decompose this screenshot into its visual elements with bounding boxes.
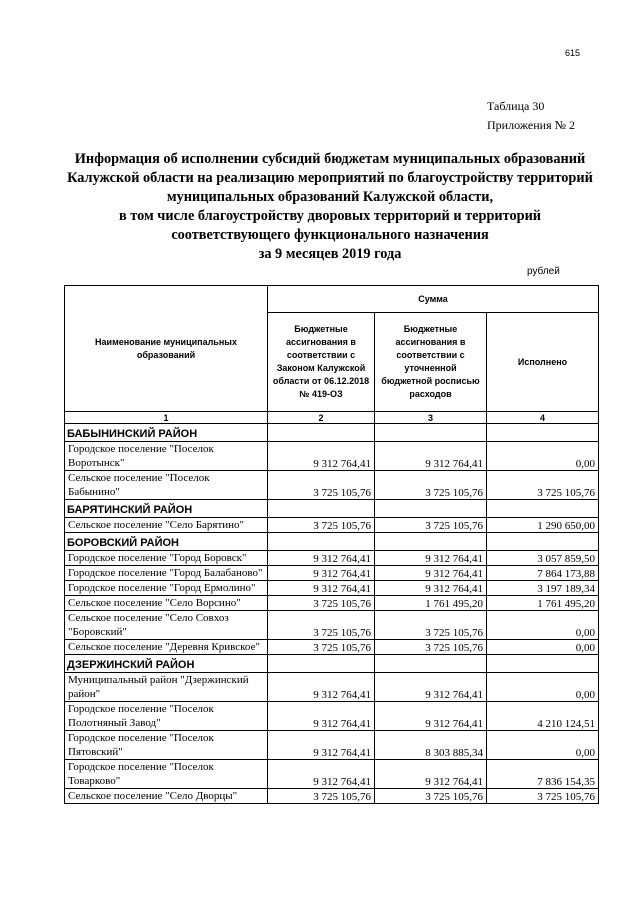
table-label	[487, 97, 575, 135]
subsidy-table	[64, 285, 599, 804]
law-allocation-cell: 9 312 764,41	[268, 566, 375, 581]
empty-cell	[375, 500, 487, 518]
executed-cell: 0,00	[487, 640, 599, 655]
document-title	[60, 150, 600, 264]
table-row	[65, 442, 599, 471]
revised-allocation-cell: 8 303 885,34	[375, 731, 487, 760]
executed-cell: 3 197 189,34	[487, 581, 599, 596]
table-body	[65, 424, 599, 804]
empty-cell	[375, 533, 487, 551]
revised-allocation-cell: 1 761 495,20	[375, 596, 487, 611]
unit-label: рублей	[527, 266, 560, 277]
executed-cell: 7 836 154,35	[487, 760, 599, 789]
title-line: соответствующего функционального назначения	[171, 227, 489, 243]
revised-allocation-cell: 9 312 764,41	[375, 551, 487, 566]
table-row	[65, 702, 599, 731]
executed-cell: 0,00	[487, 442, 599, 471]
header-col2: Бюджетные ассигнования в соответствии с Законом Калужской области от 06.12.2018 № 419-ОЗ	[268, 313, 375, 412]
executed-cell: 0,00	[487, 611, 599, 640]
empty-cell	[487, 500, 599, 518]
revised-allocation-cell: 3 725 105,76	[375, 471, 487, 500]
column-number: 2	[268, 412, 375, 424]
municipality-name: Городское поселение "Город Балабаново"	[65, 566, 268, 581]
municipality-name: Сельское поселение "Село Совхоз "Боровский"	[65, 611, 268, 640]
law-allocation-cell: 9 312 764,41	[268, 731, 375, 760]
law-allocation-cell: 9 312 764,41	[268, 702, 375, 731]
empty-cell	[375, 424, 487, 442]
municipality-name: Сельское поселение "Село Дворцы"	[65, 789, 268, 804]
municipality-name: Сельское поселение "Поселок Бабынино"	[65, 471, 268, 500]
table-row	[65, 581, 599, 596]
law-allocation-cell: 3 725 105,76	[268, 611, 375, 640]
executed-cell: 3 057 859,50	[487, 551, 599, 566]
table-label-line: Приложения № 2	[487, 118, 576, 132]
executed-cell: 1 290 650,00	[487, 518, 599, 533]
law-allocation-cell: 9 312 764,41	[268, 760, 375, 789]
table-row	[65, 471, 599, 500]
title-line: в том числе благоустройству дворовых территорий и территорий	[118, 208, 542, 224]
region-row	[65, 424, 599, 442]
law-allocation-cell: 9 312 764,41	[268, 442, 375, 471]
empty-cell	[268, 500, 375, 518]
municipality-name: Сельское поселение "Село Ворсино"	[65, 596, 268, 611]
revised-allocation-cell: 3 725 105,76	[375, 611, 487, 640]
municipality-name: Муниципальный район "Дзержинский район"	[65, 673, 268, 702]
header-name-column: Наименование муниципальных образований	[65, 286, 268, 412]
revised-allocation-cell: 9 312 764,41	[375, 702, 487, 731]
region-row	[65, 500, 599, 518]
law-allocation-cell: 3 725 105,76	[268, 596, 375, 611]
header-sum: Сумма	[268, 286, 599, 313]
empty-cell	[268, 424, 375, 442]
municipality-name: Городское поселение "Поселок Полотняный Завод"	[65, 702, 268, 731]
executed-cell: 4 210 124,51	[487, 702, 599, 731]
region-name: БАРЯТИНСКИЙ РАЙОН	[65, 500, 268, 518]
municipality-name: Сельское поселение "Село Барятино"	[65, 518, 268, 533]
municipality-name: Городское поселение "Поселок Воротынск"	[65, 442, 268, 471]
title-line: муниципальных образований Калужской области,	[166, 189, 494, 205]
municipality-name: Сельское поселение "Деревня Кривское"	[65, 640, 268, 655]
revised-allocation-cell: 9 312 764,41	[375, 581, 487, 596]
column-number: 4	[487, 412, 599, 424]
empty-cell	[487, 655, 599, 673]
table-row	[65, 518, 599, 533]
table-row	[65, 760, 599, 789]
empty-cell	[487, 424, 599, 442]
page-number: 615	[565, 48, 581, 58]
law-allocation-cell: 9 312 764,41	[268, 673, 375, 702]
region-name: ДЗЕРЖИНСКИЙ РАЙОН	[65, 655, 268, 673]
table-row	[65, 611, 599, 640]
table-row	[65, 640, 599, 655]
empty-cell	[487, 533, 599, 551]
table-row	[65, 596, 599, 611]
law-allocation-cell: 3 725 105,76	[268, 471, 375, 500]
revised-allocation-cell: 9 312 764,41	[375, 673, 487, 702]
executed-cell: 7 864 173,88	[487, 566, 599, 581]
revised-allocation-cell: 3 725 105,76	[375, 640, 487, 655]
region-name: БОРОВСКИЙ РАЙОН	[65, 533, 268, 551]
revised-allocation-cell: 9 312 764,41	[375, 760, 487, 789]
region-row	[65, 655, 599, 673]
region-row	[65, 533, 599, 551]
title-line: Калужской области на реализацию мероприятий по благоустройству территорий	[67, 170, 593, 186]
empty-cell	[375, 655, 487, 673]
revised-allocation-cell: 9 312 764,41	[375, 566, 487, 581]
executed-cell: 3 725 105,76	[487, 789, 599, 804]
table-row	[65, 789, 599, 804]
empty-cell	[268, 655, 375, 673]
title-line: Информация об исполнении субсидий бюджетам муниципальных образований	[74, 151, 586, 167]
executed-cell: 1 761 495,20	[487, 596, 599, 611]
municipality-name: Городское поселение "Город Боровск"	[65, 551, 268, 566]
table-row	[65, 551, 599, 566]
municipality-name: Городское поселение "Поселок Пятовский"	[65, 731, 268, 760]
empty-cell	[268, 533, 375, 551]
revised-allocation-cell: 3 725 105,76	[375, 789, 487, 804]
header-col4: Исполнено	[487, 313, 599, 412]
municipality-name: Городское поселение "Поселок Товарково"	[65, 760, 268, 789]
executed-cell: 0,00	[487, 673, 599, 702]
executed-cell: 3 725 105,76	[487, 471, 599, 500]
table-row	[65, 566, 599, 581]
law-allocation-cell: 3 725 105,76	[268, 789, 375, 804]
municipality-name: Городское поселение "Город Ермолино"	[65, 581, 268, 596]
table-row	[65, 673, 599, 702]
law-allocation-cell: 3 725 105,76	[268, 640, 375, 655]
title-line: за 9 месяцев 2019 года	[258, 246, 402, 262]
column-number: 3	[375, 412, 487, 424]
revised-allocation-cell: 9 312 764,41	[375, 442, 487, 471]
column-number: 1	[65, 412, 268, 424]
revised-allocation-cell: 3 725 105,76	[375, 518, 487, 533]
table-row	[65, 731, 599, 760]
executed-cell: 0,00	[487, 731, 599, 760]
law-allocation-cell: 9 312 764,41	[268, 581, 375, 596]
law-allocation-cell: 9 312 764,41	[268, 551, 375, 566]
table-label-line: Таблица 30	[487, 99, 545, 113]
region-name: БАБЫНИНСКИЙ РАЙОН	[65, 424, 268, 442]
header-col3: Бюджетные ассигнования в соответствии с уточненной бюджетной росписью расходов	[375, 313, 487, 412]
law-allocation-cell: 3 725 105,76	[268, 518, 375, 533]
